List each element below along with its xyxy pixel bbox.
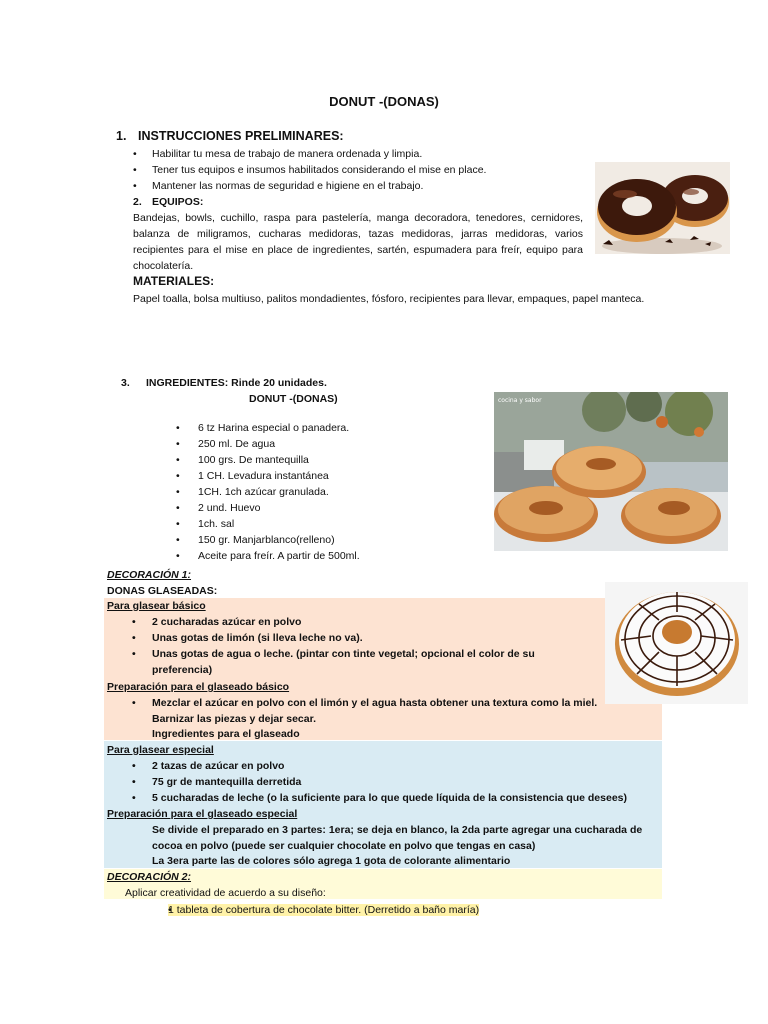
list-item: • 2 cucharadas azúcar en polvo [130, 614, 580, 630]
basic-glaze-title: Para glasear básico [107, 600, 206, 612]
special-prep-title: Preparación para el glaseado especial [107, 808, 298, 820]
materiales-heading: MATERIALES: [133, 274, 215, 288]
list-item: • Tener tus equipos e insumos habilitados considerando el mise en place. [133, 162, 593, 178]
list-item: • 2 tazas de azúcar en polvo [130, 758, 670, 774]
basic-prep-note: Ingredientes para el glaseado [152, 728, 300, 740]
highlighted-text: 1 tableta de cobertura de chocolate bitter. (Derretido a baño maría) [168, 904, 480, 916]
document-title: DONUT -(DONAS) [329, 94, 439, 109]
list-item: • 250 ml. De agua [176, 436, 476, 452]
section-1-number: 1. [116, 129, 127, 143]
list-item: • 1CH. 1ch azúcar granulada. [176, 484, 476, 500]
basic-glaze-list [130, 614, 580, 678]
decoracion-2-list [146, 902, 566, 918]
equipos-text: Bandejas, bowls, cuchillo, raspa para pastelería, manga decoradora, tenedores, cernidores, balanza de miligramos, cucharas medidoras, tazas medidoras, jarras medidoras, varios recipientes para el mise en place de ingredientes, sartén, espumadera para freír, equipo para chocolatería. [133, 212, 583, 272]
list-item: • 2 und. Huevo [176, 500, 476, 516]
section-3-number: 3. [121, 377, 130, 389]
special-glaze-list [130, 758, 670, 806]
list-item: • 5 cucharadas de leche (o la suficiente para lo que quede líquida de la consistencia que desees) [130, 790, 670, 806]
list-item: • Unas gotas de limón (si lleva leche no va). [130, 630, 580, 646]
special-glaze-title: Para glasear especial [107, 744, 214, 756]
materiales-text: Papel toalla, bolsa multiuso, palitos mondadientes, fósforo, recipientes para llevar, empaques, papel manteca. [133, 293, 645, 305]
decoracion-1-heading: DECORACIÓN 1: [107, 569, 192, 581]
basic-prep-title: Preparación para el glaseado básico [107, 681, 290, 693]
decoracion-2-heading: DECORACIÓN 2: [107, 871, 192, 883]
list-item: • Mantener las normas de seguridad e higiene en el trabajo. [133, 178, 593, 194]
chocolate-donuts-photo [595, 162, 730, 254]
section-2-heading: EQUIPOS: [152, 196, 204, 208]
basic-prep-list [130, 695, 600, 727]
list-item: • Mezclar el azúcar en polvo con el limón y el agua hasta obtener una textura como la miel. Barnizar las piezas y dejar secar. [130, 695, 600, 727]
list-item: • 1 CH. Levadura instantánea [176, 468, 476, 484]
list-item: • 150 gr. Manjarblanco(relleno) [176, 532, 476, 548]
list-item: • 1ch. sal [176, 516, 476, 532]
section-2-number: 2. [133, 196, 142, 208]
section-1-heading: INSTRUCCIONES PRELIMINARES: [138, 129, 344, 143]
decoracion-1-subheading: DONAS GLASEADAS: [107, 585, 218, 597]
section-3-subtitle: DONUT -(DONAS) [249, 393, 338, 405]
web-glazed-donut-photo [605, 582, 748, 704]
list-item: • Habilitar tu mesa de trabajo de manera ordenada y limpia. [133, 146, 593, 162]
section-1-list [133, 146, 593, 194]
photo-watermark: cocina y sabor [498, 397, 542, 404]
list-item: • 75 gr de mantequilla derretida [130, 774, 670, 790]
ingredients-list [176, 420, 476, 564]
special-prep-line-2: La 3era parte las de colores sólo agrega 1 gota de colorante alimentario [152, 855, 511, 867]
glazed-donuts-photo [494, 392, 728, 551]
list-item: • Unas gotas de agua o leche. (pintar con tinte vegetal; opcional el color de su preferencia) [130, 646, 580, 678]
section-3-heading: INGREDIENTES: Rinde 20 unidades. [146, 377, 327, 389]
decoracion-2-intro: Aplicar creatividad de acuerdo a su diseño: [125, 887, 326, 899]
list-item: • 100 grs. De mantequilla [176, 452, 476, 468]
list-item: • Aceite para freír. A partir de 500ml. [176, 548, 476, 564]
list-item [146, 902, 566, 918]
special-prep-line-1: Se divide el preparado en 3 partes: 1era; se deja en blanco, la 2da parte agregar una cucharada de cocoa en polvo (puede ser cualquier chocolate en polvo que tengas en casa) [152, 824, 643, 852]
list-item: • 6 tz Harina especial o panadera. [176, 420, 476, 436]
